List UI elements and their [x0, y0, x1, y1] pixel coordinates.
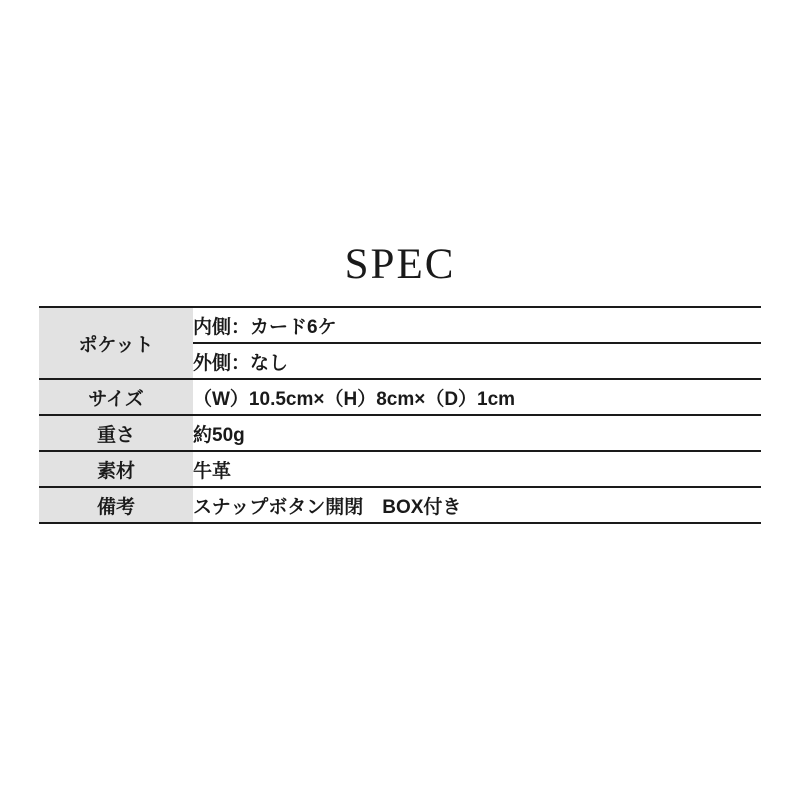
spec-row-size [39, 379, 761, 415]
spec-row-pocket [39, 307, 761, 343]
row-label-notes: 備考 [39, 487, 193, 523]
row-label-pocket: ポケット [39, 307, 193, 379]
row-value-weight: 約50g [193, 415, 761, 451]
page-title: SPEC [344, 241, 456, 288]
spec-table [39, 306, 761, 524]
row-value-notes: スナップボタン開閉 BOX付き [193, 487, 761, 523]
row-label-size: サイズ [39, 379, 193, 415]
row-label-weight: 重さ [39, 415, 193, 451]
row-label-material: 素材 [39, 451, 193, 487]
row-value-material: 牛革 [193, 451, 761, 487]
row-value-pocket-outer: 外側：なし [193, 343, 761, 379]
spec-row-weight [39, 415, 761, 451]
spec-row-material [39, 451, 761, 487]
row-value-size: （W）10.5cm×（H）8cm×（D）1cm [193, 379, 761, 415]
spec-row-notes [39, 487, 761, 523]
row-value-pocket-inner: 内側：カード6ケ [193, 307, 761, 343]
